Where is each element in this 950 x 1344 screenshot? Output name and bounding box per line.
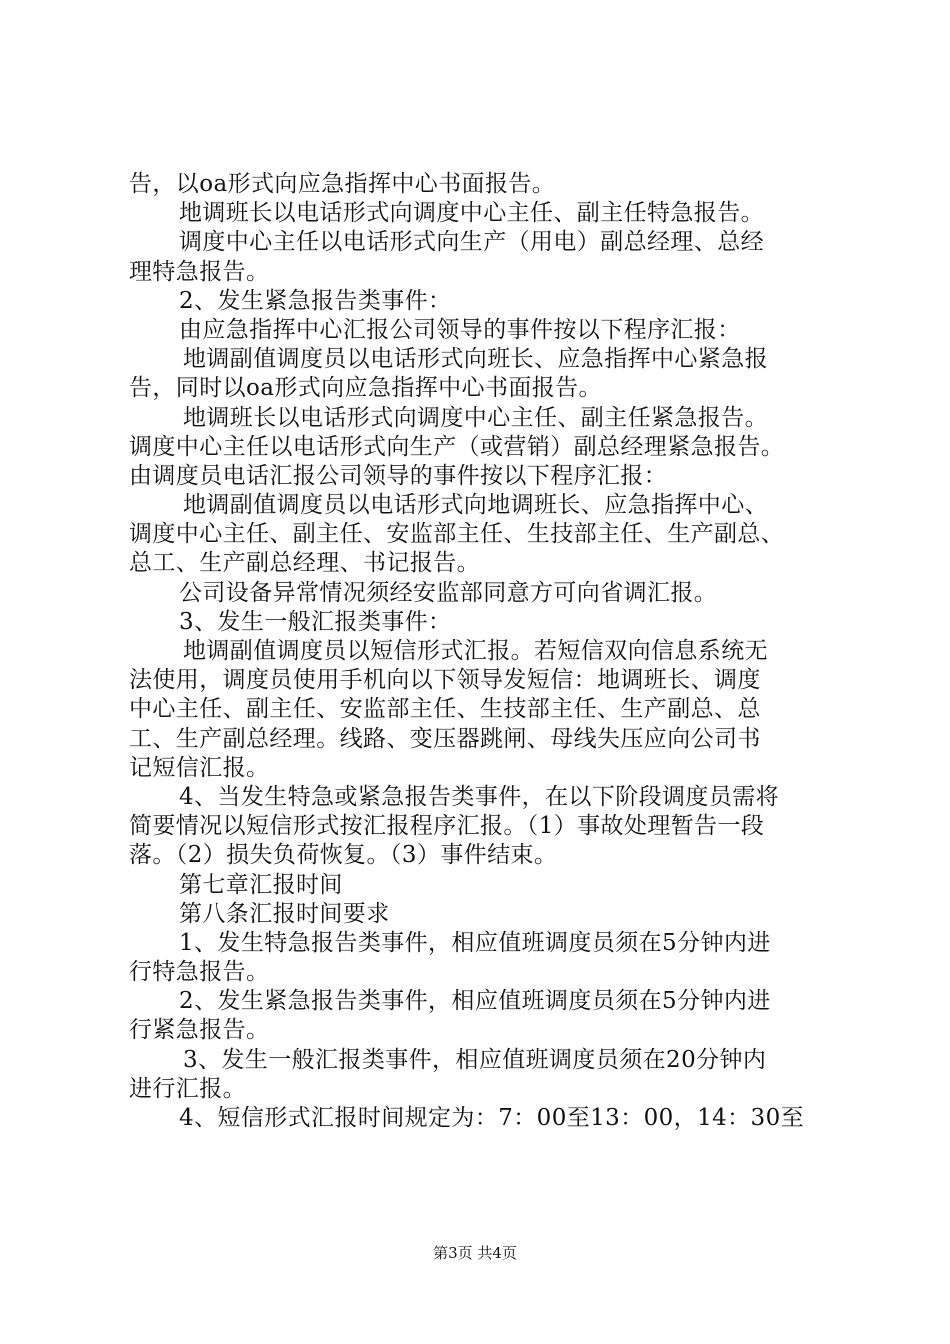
text-line: 中心主任、副主任、安监部主任、生技部主任、生产副总、总 [129,696,761,723]
text-line: 2、发生紧急报告类事件： [179,287,452,314]
text-line: 调度中心主任以电话形式向生产（或营销）副总经理紧急报告。 [129,433,785,460]
text-line: 地调副值调度员以短信形式汇报。若短信双向信息系统无 [183,638,768,664]
text-line: 行特急报告。 [129,959,270,986]
text-line: 告，以oa形式向应急指挥中心书面报告。 [129,171,556,197]
text-line: 总工、生产副总经理、书记报告。 [129,550,480,577]
text-line: 1、发生特急报告类事件，相应值班调度员须在5分钟内进 [179,929,771,956]
text-line: 由调度员电话汇报公司领导的事件按以下程序汇报： [129,462,668,489]
text-line: 2、发生紧急报告类事件，相应值班调度员须在5分钟内进 [179,988,771,1015]
text-line: 进行汇报。 [129,1075,246,1102]
text-line: 4、当发生特急或紧急报告类事件，在以下阶段调度员需将 [179,783,780,810]
text-line: 行紧急报告。 [129,1017,270,1044]
document-body [129,170,834,1133]
text-line: 工、生产副总经理。线路、变压器跳闸、母线失压应向公司书 [129,725,761,752]
text-line: 理特急报告。 [129,258,270,285]
text-line: 告，同时以oa形式向应急指挥中心书面报告。 [129,375,602,402]
text-line: 地调副值调度员以电话形式向地调班长、应急指挥中心、 [183,492,768,519]
text-line: 3、发生一般汇报类事件，相应值班调度员须在20分钟内 [183,1046,767,1073]
text-line: 调度中心主任以电话形式向生产（用电）副总经理、总经 [179,229,764,256]
text-line: 3、发生一般汇报类事件： [179,608,452,635]
text-line: 法使用，调度员使用手机向以下领导发短信：地调班长、调度 [129,667,761,694]
text-line: 4、短信形式汇报时间规定为：7：00至13：00，14：30至 [179,1105,804,1131]
text-line: 地调副值调度员以电话形式向班长、应急指挥中心紧急报 [183,346,768,373]
text-line: 记短信汇报。 [129,754,270,781]
chapter-heading: 第七章汇报时间 [179,871,343,898]
text-line: 调度中心主任、副主任、安监部主任、生技部主任、生产副总、 [129,521,785,548]
text-line: 由应急指挥中心汇报公司领导的事件按以下程序汇报： [179,316,741,343]
article-heading: 第八条汇报时间要求 [179,900,390,927]
page-number-footer: 第3页 共4页 [433,1244,517,1262]
text-line: 公司设备异常情况须经安监部同意方可向省调汇报。 [179,579,718,606]
text-line: 地调班长以电话形式向调度中心主任、副主任特急报告。 [179,200,764,227]
text-line: 落。（2）损失负荷恢复。（3）事件结束。 [129,842,558,869]
text-line: 地调班长以电话形式向调度中心主任、副主任紧急报告。 [183,404,768,431]
text-line: 简要情况以短信形式按汇报程序汇报。（1）事故处理暂告一段 [129,813,765,840]
